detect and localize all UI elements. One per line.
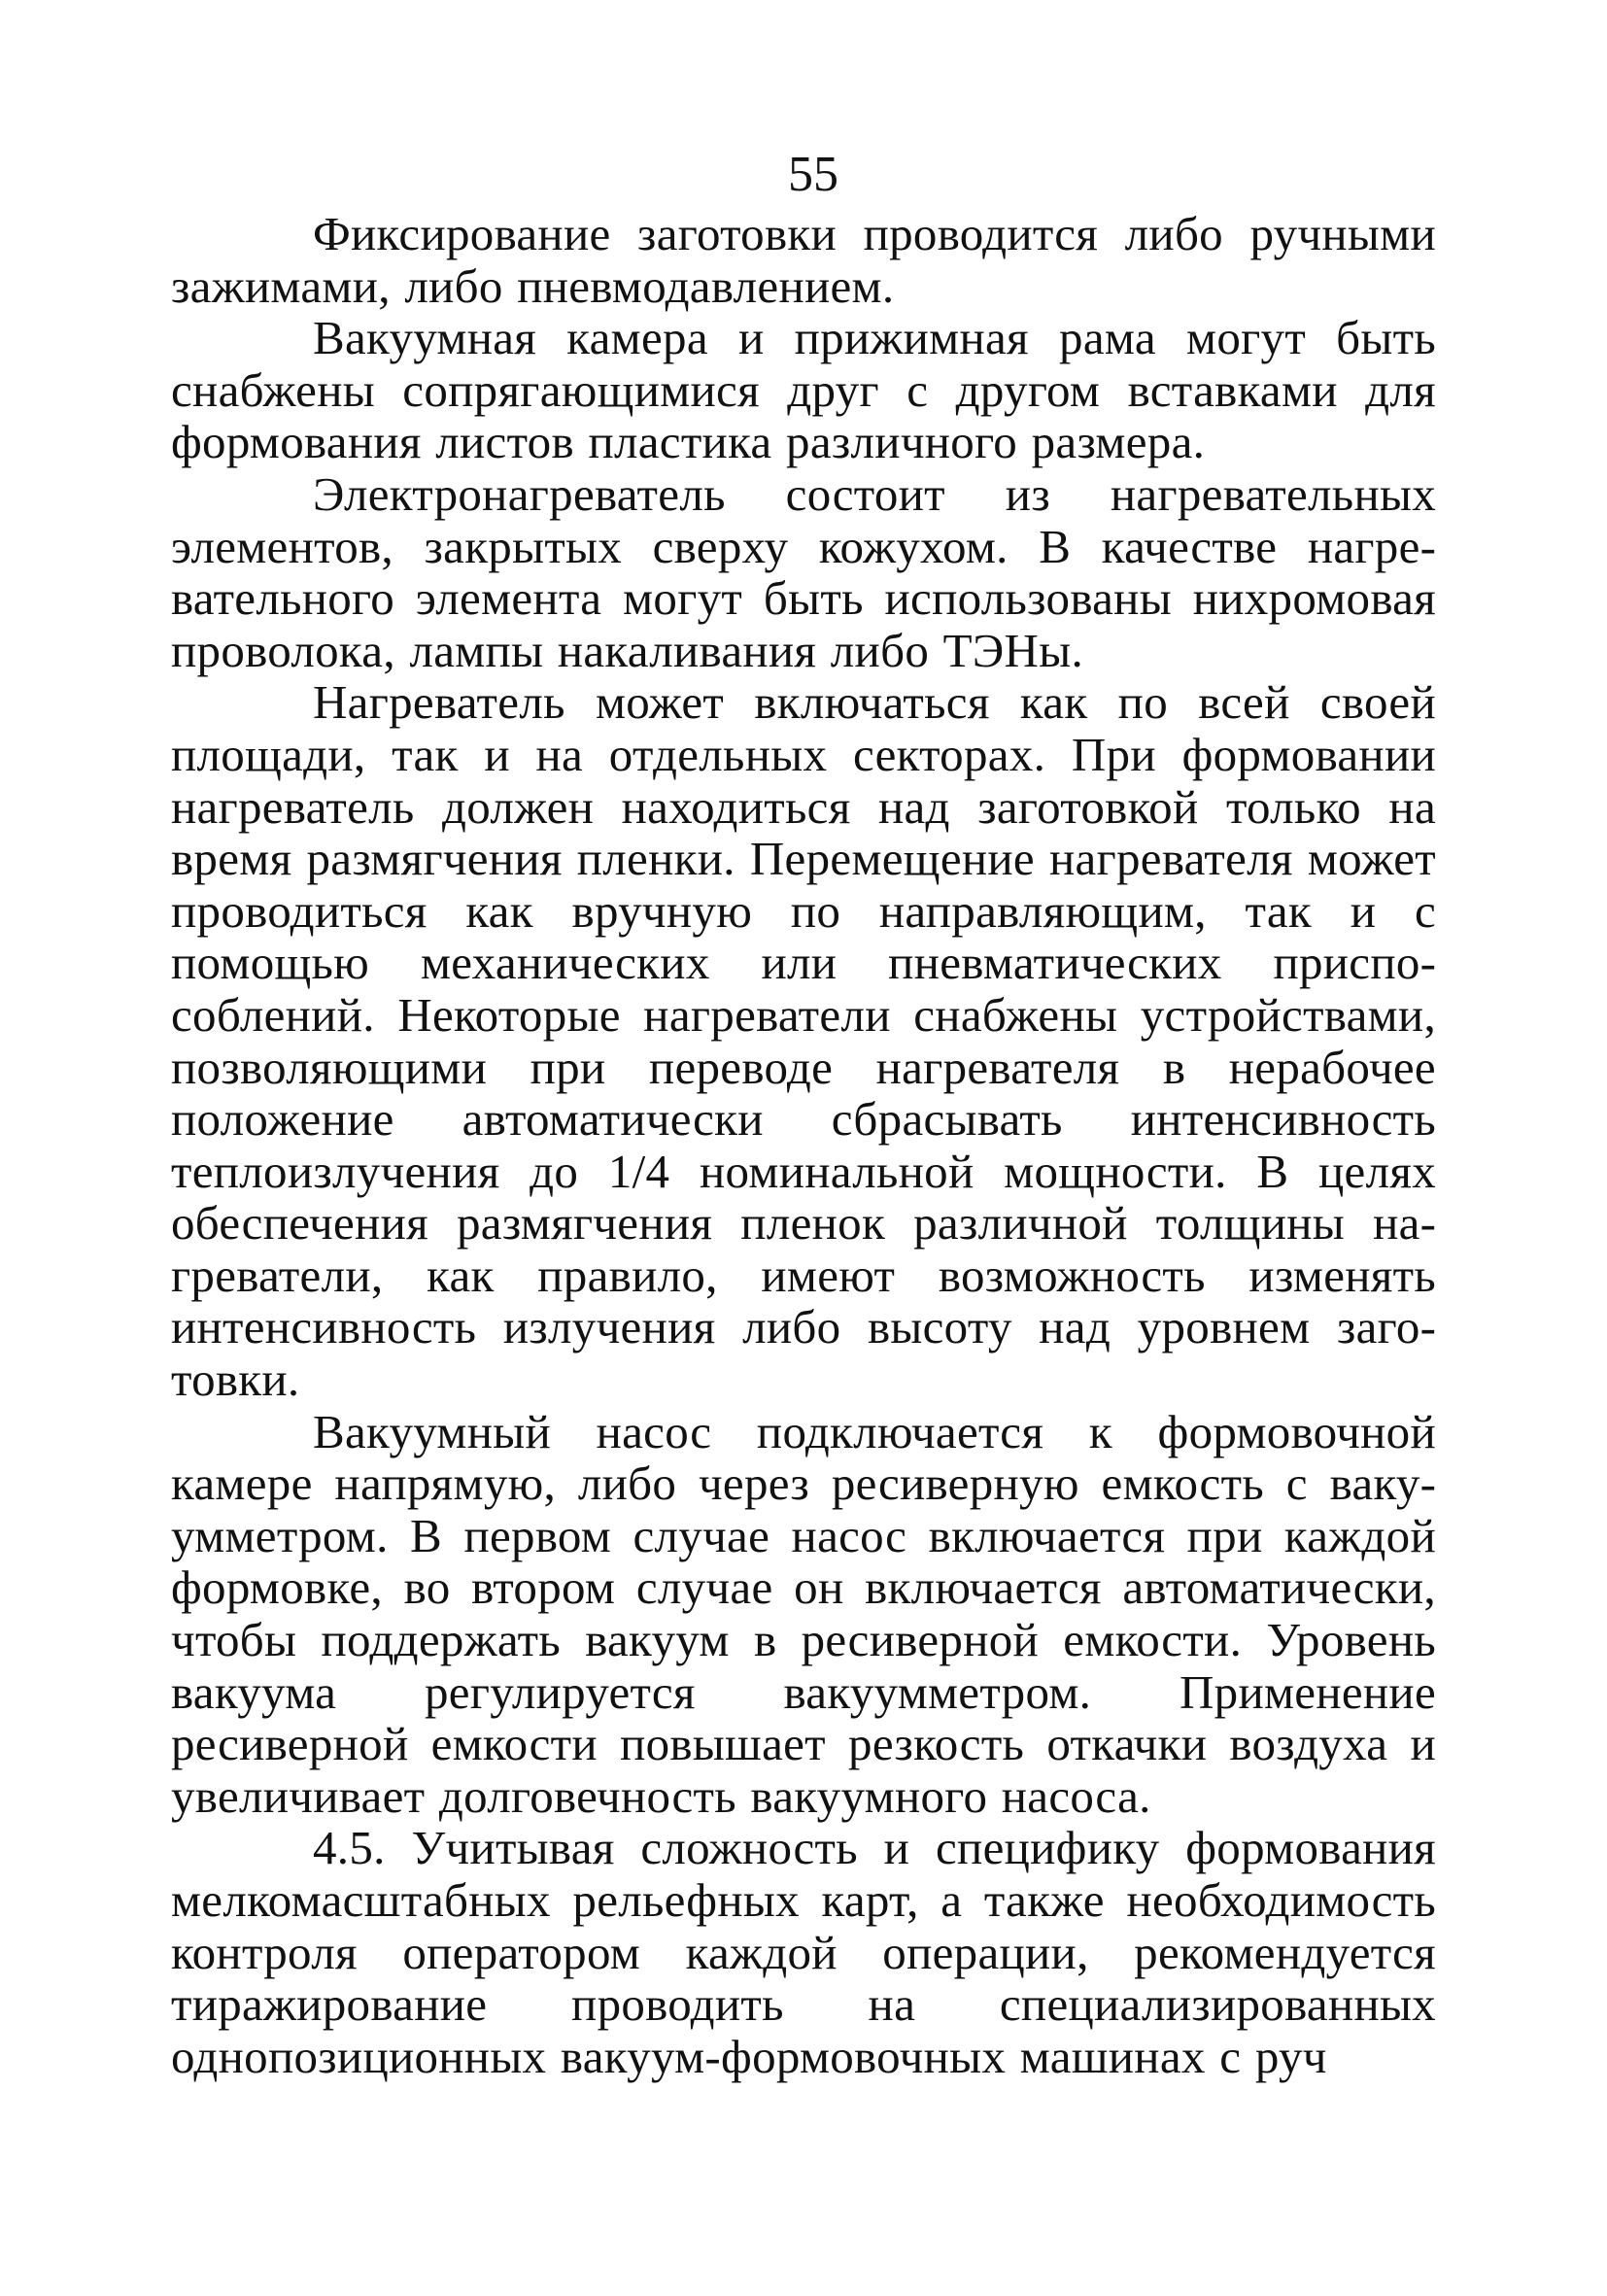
paragraph-vacuum-chamber: Вакуумная камера и прижимная рама могут быть снабжены сопрягающимися друг с другом вставками для формования листов пластика различного размера. [171, 311, 1436, 469]
paragraph-electric-heater: Электронагреватель состоит из нагревательных элементов, закрытых сверху кожухом. В качестве нагревательного элемента могут быть использованы нихромовая проволока, лампы накаливания либо ТЭНы. [171, 466, 1436, 677]
document-page [171, 146, 1436, 2082]
page-number: 55 [788, 147, 838, 202]
paragraph-section-4-5: 4.5. Учитывая сложность и специфику формования мелкомасштабных рельефных карт, а также необходимость контроля оператором каждой операции, рекомендуется тиражирование проводить на специализированных однопозиционных вакуум-формовочных машинах с руч [171, 1821, 1436, 2083]
paragraph-vacuum-pump: Вакуумный насос подключается к формовочной камере напрямую, либо через ресиверную емкость с вакуумметром. В первом случае насос включается при каждой формовке, во втором случае он включается автоматически, чтобы поддержать вакуум в ресиверной емкости. Уровень вакуума регулируется вакуумметром. Применение ресиверной емкости повышает резкость откачки воздуха и увеличивает долговечность вакуумного насоса. [171, 1404, 1436, 1823]
paragraph-fixing: Фиксирование заготовки проводится либо ручными зажимами, либо пневмодавлением. [171, 207, 1436, 313]
paragraph-heater-operation: Нагреватель может включаться как по всей своей площади, так и на отдельных секторах. При формовании нагреватель должен находиться над заготовкой только на время размягчения пленки. Перемещение нагревателя может проводиться как вручную по направляющим, так и с помощью механических или пневматических приспособлений. Некоторые нагреватели снабжены устройствами, позволяющими при переводе нагревателя в нерабочее положение автоматически сбрасывать интенсивность теплоизлучения до 1/4 номинальной мощности. В целях обеспечения размягчения пленок различной толщины нагреватели, как правило, имеют возможность изменять интенсивность излучения либо высоту над уровнем заготовки. [171, 675, 1436, 1407]
